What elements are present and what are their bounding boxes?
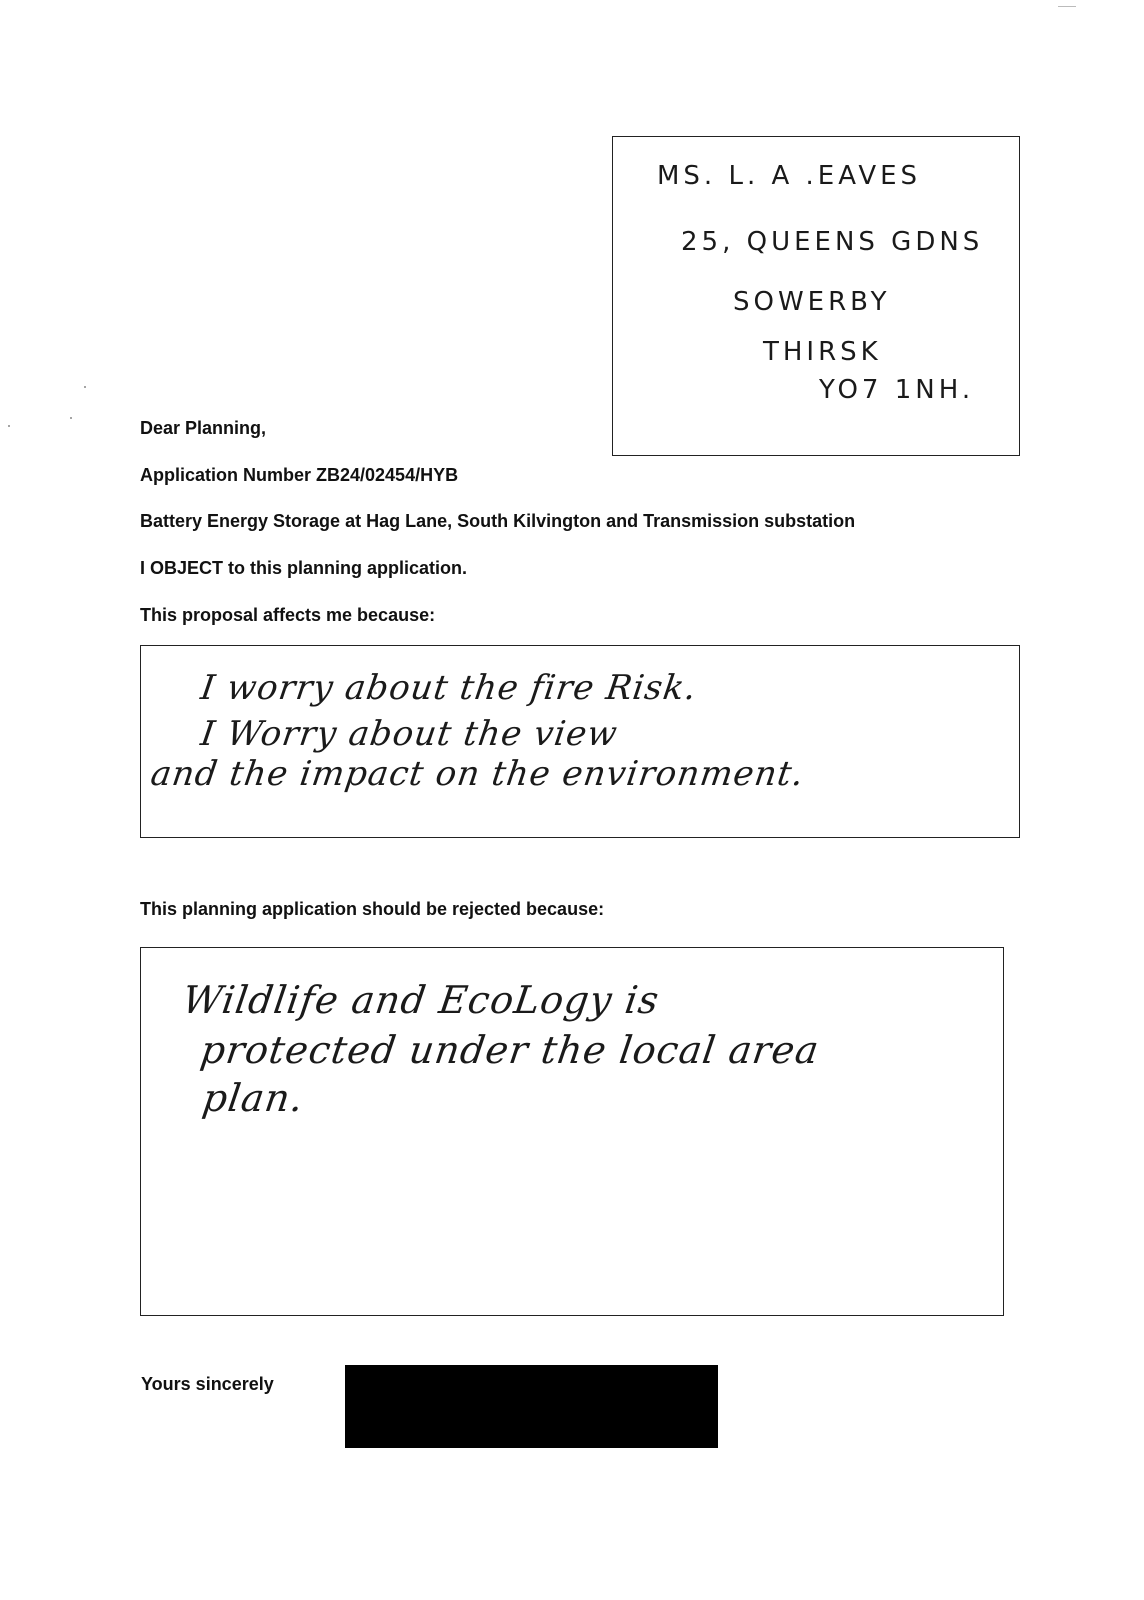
reject-response-box	[140, 947, 1004, 1316]
scan-speck	[84, 386, 86, 388]
sign-off: Yours sincerely	[141, 1374, 274, 1394]
application-subject: Battery Energy Storage at Hag Lane, South Kilvington and Transmission substation	[140, 511, 856, 531]
scan-speck	[70, 417, 72, 419]
address-postcode: YO7 1NH.	[819, 375, 975, 405]
objection-statement	[140, 558, 467, 579]
affects-line-3: and the impact on the environment.	[148, 754, 807, 794]
objection-prefix: I OBJECT	[140, 558, 224, 578]
sender-name: MS. L. A .EAVES	[657, 161, 922, 191]
affects-response-box	[140, 645, 1020, 838]
affects-heading: This proposal affects me because:	[140, 605, 436, 625]
reject-heading: This planning application should be rejected because:	[140, 899, 605, 919]
redacted-signature	[345, 1365, 718, 1448]
salutation: Dear Planning,	[140, 418, 267, 438]
address-line-1: 25, QUEENS GDNS	[681, 227, 984, 257]
reject-line-2: protected under the local area	[197, 1028, 823, 1072]
objection-rest: to this planning application.	[223, 558, 468, 578]
scan-mark	[1058, 6, 1076, 7]
address-line-2: SOWERBY	[733, 287, 891, 317]
address-line-3: THIRSK	[763, 337, 882, 367]
scan-speck	[8, 425, 10, 427]
address-box	[612, 136, 1020, 456]
affects-line-1: I worry about the fire Risk.	[198, 668, 700, 708]
affects-line-2: I Worry about the view	[198, 714, 621, 754]
application-number: Application Number ZB24/02454/HYB	[140, 465, 459, 485]
reject-line-3: plan.	[199, 1076, 307, 1120]
reject-line-1: Wildlife and EcoLogy is	[179, 978, 663, 1022]
